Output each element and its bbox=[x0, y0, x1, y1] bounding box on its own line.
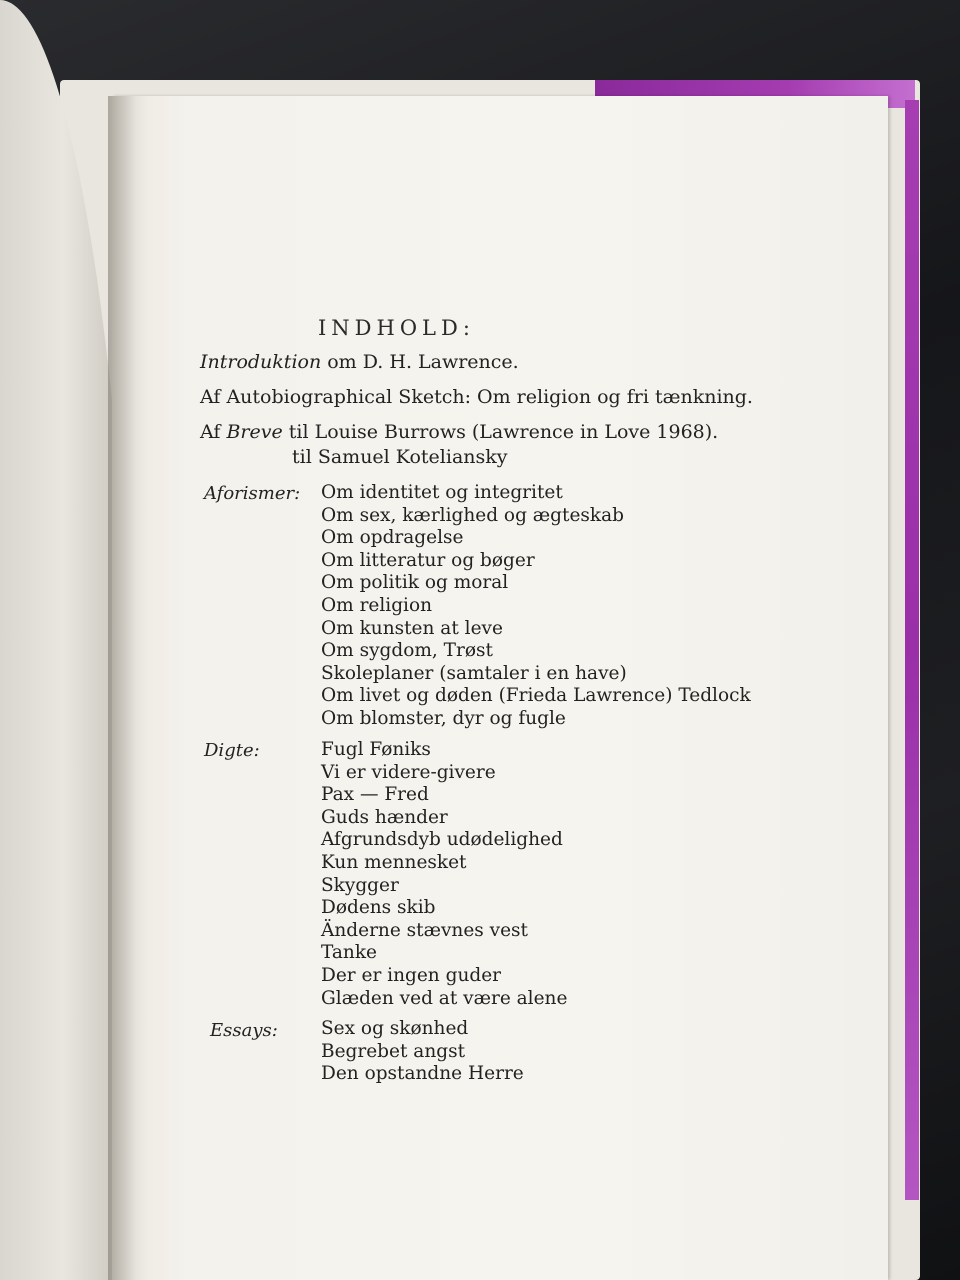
digte-item: Vi er videre-givere bbox=[321, 761, 496, 783]
digte-item: Guds hænder bbox=[321, 806, 448, 828]
digte-item: Kun mennesket bbox=[321, 851, 467, 873]
table-of-contents bbox=[112, 96, 888, 1280]
aforismer-list bbox=[321, 482, 751, 731]
digte-item: Dødens skib bbox=[321, 897, 436, 919]
digte-item: Skygger bbox=[321, 874, 399, 896]
digte-item: Tanke bbox=[321, 942, 378, 964]
aforismer-item: Om litteratur og bøger bbox=[321, 549, 535, 571]
aforismer-item: Om religion bbox=[321, 594, 433, 616]
aforismer-item: Skoleplaner (samtaler i en have) bbox=[321, 662, 627, 684]
aforismer-item: Om sex, kærlighed og ægteskab bbox=[321, 504, 624, 526]
breve-second-line: til Samuel Koteliansky bbox=[292, 446, 508, 468]
essays-list bbox=[321, 1018, 524, 1086]
aforismer-item: Om livet og døden (Frieda Lawrence) Tedlock bbox=[321, 685, 751, 707]
breve-line bbox=[200, 421, 718, 443]
aforismer-item: Om identitet og integritet bbox=[321, 482, 563, 503]
book-page bbox=[112, 96, 888, 1280]
aforismer-label: Aforismer: bbox=[204, 483, 301, 504]
aforismer-item: Om blomster, dyr og fugle bbox=[321, 707, 566, 729]
cover-purple-edge bbox=[905, 100, 919, 1200]
essays-item: Begrebet angst bbox=[321, 1040, 465, 1062]
aforismer-item: Om politik og moral bbox=[321, 572, 509, 594]
breve-rest: til Louise Burrows (Lawrence in Love 1968). bbox=[282, 421, 719, 443]
aforismer-item: Om kunsten at leve bbox=[321, 617, 503, 639]
intro-rest: om D. H. Lawrence. bbox=[321, 351, 519, 373]
digte-list bbox=[321, 739, 567, 1010]
digte-item: Pax — Fred bbox=[321, 784, 429, 806]
autobiographical-line: Af Autobiographical Sketch: Om religion og fri tænkning. bbox=[200, 386, 753, 408]
digte-item: Afgrundsdyb udødelighed bbox=[321, 829, 563, 851]
essays-item: Sex og skønhed bbox=[321, 1018, 469, 1039]
gutter-shadow bbox=[108, 96, 148, 1280]
breve-prefix: Af bbox=[200, 421, 227, 443]
intro-italic: Introduktion bbox=[200, 351, 322, 373]
aforismer-item: Om sygdom, Trøst bbox=[321, 640, 493, 662]
digte-label: Digte: bbox=[204, 740, 260, 761]
digte-item: Fugl Føniks bbox=[321, 739, 431, 760]
page-title: INDHOLD: bbox=[318, 316, 475, 340]
breve-italic: Breve bbox=[226, 421, 283, 443]
aforismer-item: Om opdragelse bbox=[321, 527, 464, 549]
digte-item: Der er ingen guder bbox=[321, 964, 501, 986]
digte-item: Glæden ved at være alene bbox=[321, 987, 568, 1009]
essays-label: Essays: bbox=[210, 1020, 278, 1041]
essays-item: Den opstandne Herre bbox=[321, 1063, 524, 1085]
digte-item: Änderne stævnes vest bbox=[321, 919, 528, 941]
intro-line bbox=[200, 351, 519, 373]
